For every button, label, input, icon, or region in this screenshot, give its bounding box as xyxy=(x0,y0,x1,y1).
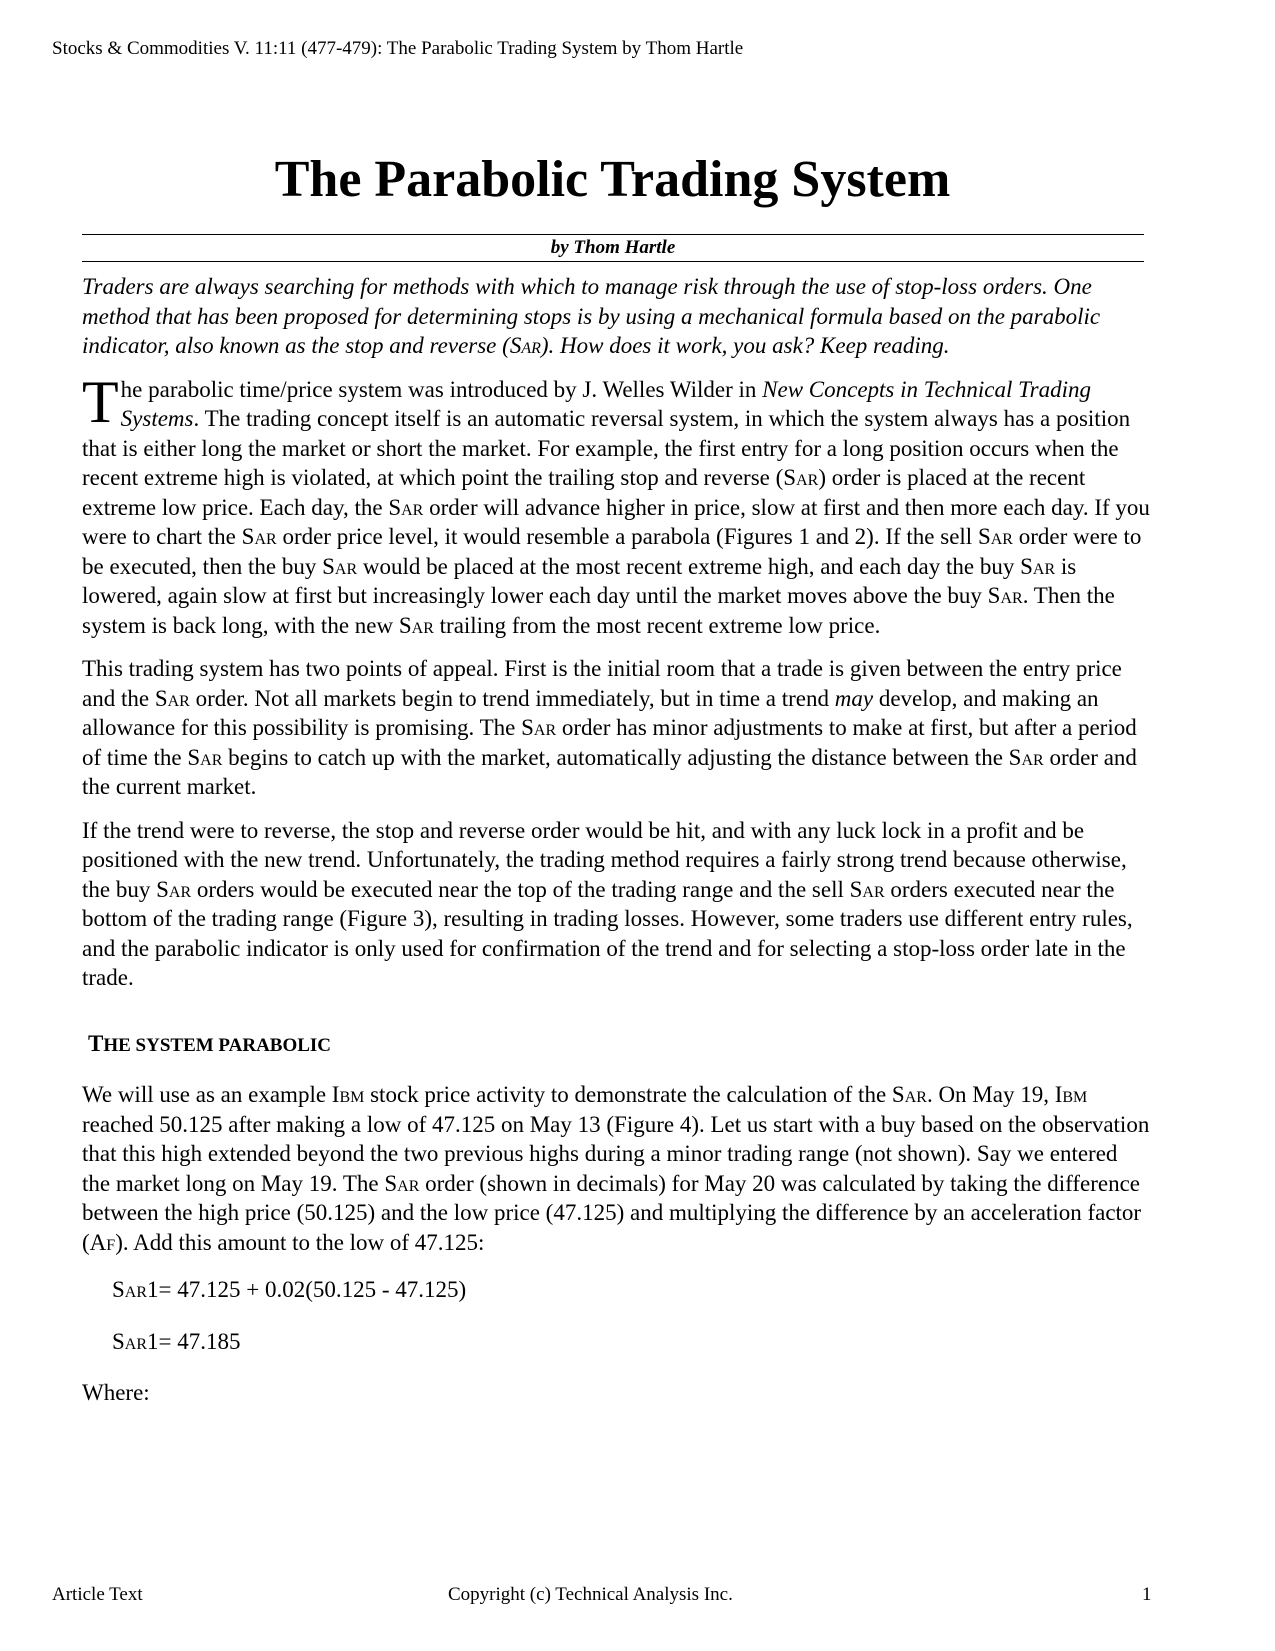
footer-copyright: Copyright (c) Technical Analysis Inc. xyxy=(448,1584,733,1605)
paragraph-text: order has minor adjustments to make at first, but after a period of time the xyxy=(82,715,1137,770)
sar-abbr: Sar xyxy=(112,1328,148,1354)
section-heading-initial: T xyxy=(88,1030,104,1056)
ibm-abbr: Ibm xyxy=(331,1082,365,1107)
book-title: New Concepts in Technical Trading Systems xyxy=(120,376,1091,431)
paragraph-2 xyxy=(82,654,1150,802)
af-abbr: Af xyxy=(89,1229,116,1255)
paragraph-text: develop, and making an allowance for this possibility is promising. The xyxy=(82,685,1099,740)
paragraph-text: order price level, it would resemble a parabola (Figures 1 and 2). If the sell xyxy=(276,524,978,549)
paragraph-text: . On May 19, xyxy=(926,1082,1055,1107)
deck-text: Traders are always searching for methods with which to manage risk through the use of stop-loss orders. One method that has been proposed for determining stops is by using a mechanical formula based on the parabolic indicator, also known as the stop and reverse ( xyxy=(82,274,1101,358)
page-number: 1 xyxy=(1142,1584,1152,1605)
sar-abbr: Sar xyxy=(156,876,192,902)
sar-abbr: Sar xyxy=(1020,553,1056,579)
paragraph-text: . Then the system is back long, with the new xyxy=(82,583,1115,638)
paragraph-text: is lowered, again slow at first but increasingly lower each day until the market moves above the buy xyxy=(82,553,1077,608)
paragraph-text: order and the current market. xyxy=(82,744,1137,799)
formula-rhs: = 47.125 + 0.02(50.125 - 47.125) xyxy=(158,1277,467,1302)
sar-abbr: Sar xyxy=(1008,744,1044,770)
paragraph-text: stock price activity to demonstrate the calculation of the xyxy=(364,1082,892,1107)
article-body xyxy=(82,272,1150,1408)
running-head: Stocks & Commodities V. 11:11 (477-479): The Parabolic Trading System by Thom Hartle xyxy=(52,38,744,59)
paragraph-text: This trading system has two points of appeal. First is the initial room that a trade is given between the entry price and the xyxy=(82,656,1122,711)
sar-abbr: Sar xyxy=(241,524,277,549)
paragraph-text: ). Add this amount to the low of 47.125: xyxy=(115,1229,485,1255)
sar-abbr: Sar xyxy=(521,715,557,740)
paragraph-3 xyxy=(82,816,1150,993)
paragraph-text: . The trading concept itself is an automatic reversal system, in which the system always has a position that is either long the market or short the market. For example, the first entry for a long position occurs when the recent extreme high is violated, at which point the trailing stop and reverse ( xyxy=(82,406,1131,490)
page-title: The Parabolic Trading System xyxy=(274,151,951,208)
paragraph-text: We will use as an example xyxy=(82,1082,332,1107)
emphasis: may xyxy=(834,685,874,711)
paragraph-text: order. Not all markets begin to trend immediately, but in time a trend xyxy=(189,685,835,711)
paragraph-text: reached 50.125 after making a low of 47.125 on May 13 (Figure 4). Let us start with a buy based on the observation that this high extended beyond the two previous highs during a minor trading range (not shown). Say we entered the market long on May 19. The xyxy=(82,1111,1150,1196)
sar-abbr: Sar xyxy=(891,1082,927,1107)
sar-abbr: Sar xyxy=(187,744,223,770)
sar-abbr: Sar xyxy=(849,876,885,902)
paragraph-text: If the trend were to reverse, the stop and reverse order would be hit, and with any luck lock in a profit and be positioned with the new trend. Unfortunately, the trading method requires a fairly strong trend because otherwise, the buy xyxy=(82,817,1127,902)
footer-left: Article Text xyxy=(52,1584,143,1605)
formula-rhs: = 47.185 xyxy=(158,1328,241,1354)
sar-abbr: Sar xyxy=(112,1277,148,1302)
paragraph-text: trailing from the most recent extreme low price. xyxy=(433,612,881,638)
paragraph-text: ) order is placed at the recent extreme low price. Each day, the xyxy=(82,465,1086,520)
byline: by Thom Hartle xyxy=(82,234,1144,262)
paragraph-text: he parabolic time/price system was introduced by J. Welles Wilder in xyxy=(120,376,763,402)
formula-1 xyxy=(112,1275,1150,1305)
paragraph-text: order (shown in decimals) for May 20 was calculated by taking the difference between the high price (50.125) and the low price (47.125) and multiplying the difference by an acceleration factor ( xyxy=(82,1170,1142,1255)
sar-abbr: Sar xyxy=(509,333,541,358)
ibm-abbr: Ibm xyxy=(1054,1082,1088,1107)
sar-abbr: Sar xyxy=(987,583,1023,608)
section-heading-text: HE SYSTEM PARABOLIC xyxy=(103,1034,332,1056)
formula-2 xyxy=(112,1327,1150,1357)
sar-abbr: Sar xyxy=(388,494,424,520)
sar-abbr: Sar xyxy=(384,1170,420,1196)
sar-abbr: Sar xyxy=(783,465,819,490)
paragraph-text: order will advance higher in price, slow at first and then more each day. If you were to chart the xyxy=(82,494,1150,549)
sar-abbr: Sar xyxy=(322,553,358,579)
sar-abbr: Sar xyxy=(154,685,190,711)
formula-subscript: 1 xyxy=(147,1328,159,1354)
paragraph-text: orders would be executed near the top of the trading range and the sell xyxy=(191,876,850,902)
formula-subscript: 1 xyxy=(147,1277,159,1302)
paragraph-4 xyxy=(82,1080,1150,1257)
sar-abbr: Sar xyxy=(398,612,434,638)
section-heading xyxy=(88,1029,1150,1061)
paragraph-text: would be placed at the most recent extreme high, and each day the buy xyxy=(357,553,1021,579)
deck-text: ). How does it work, you ask? Keep reading. xyxy=(540,333,950,358)
drop-cap: T xyxy=(82,368,119,435)
paragraph-text: begins to catch up with the market, automatically adjusting the distance between the xyxy=(222,744,1009,770)
paragraph-text: order were to be executed, then the buy xyxy=(82,524,1142,579)
article-deck xyxy=(82,272,1150,361)
sar-abbr: Sar xyxy=(977,524,1013,549)
paragraph-text: orders executed near the bottom of the trading range (Figure 3), resulting in trading losses. However, some traders use different entry rules, and the parabolic indicator is only used for confirmation of the trend and for selecting a stop-loss order late in the trade. xyxy=(82,876,1133,990)
where-label: Where: xyxy=(82,1380,150,1405)
paragraph-1 xyxy=(82,368,1150,641)
